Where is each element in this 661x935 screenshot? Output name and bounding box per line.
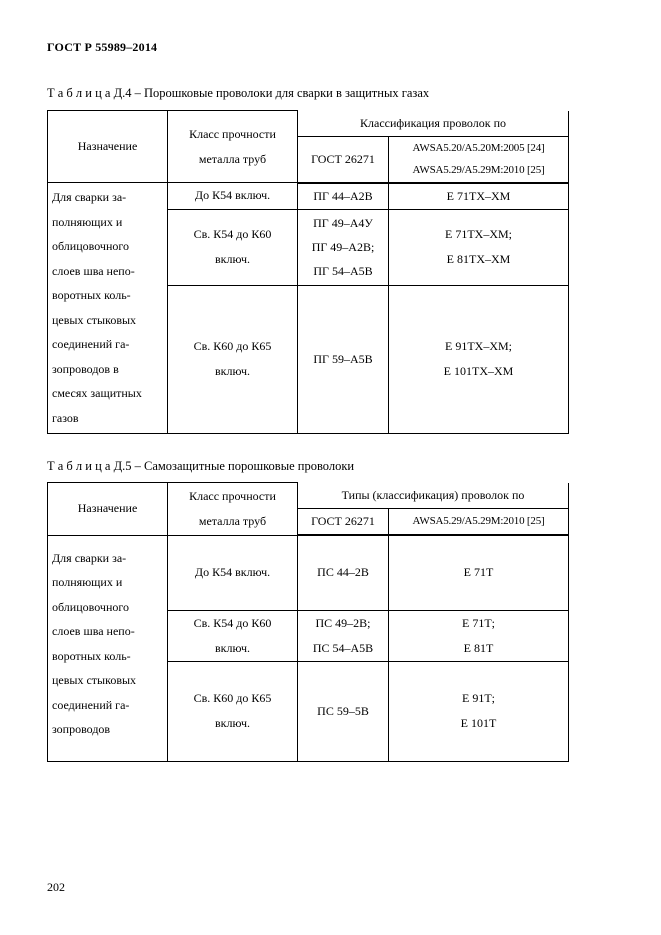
table4-header-classification: Классификация проволок по <box>298 111 569 137</box>
table5-row1-gost: ПС 44–2В <box>298 535 389 610</box>
table5-row3-gost: ПС 59–5В <box>298 661 389 761</box>
table4-header-gost: ГОСТ 26271 <box>298 137 389 183</box>
table4-header-aws: AWSA5.20/A5.20M:2005 [24] AWSA5.29/A5.29M:2010 [25] <box>389 137 569 183</box>
table4-row1-gost: ПГ 44–А2В <box>298 183 389 210</box>
table4-row3-class: Св. К60 до К65 включ. <box>168 285 298 433</box>
table5-row3-aws: Е 91Т; Е 101Т <box>389 661 569 761</box>
table5-caption: Т а б л и ц а Д.5 – Самозащитные порошковые проволоки <box>47 459 355 473</box>
document-header: ГОСТ Р 55989–2014 <box>47 40 158 54</box>
table4 <box>47 110 569 434</box>
table4-caption: Т а б л и ц а Д.4 – Порошковые проволоки для сварки в защитных газах <box>47 86 430 100</box>
table4-row1-class: До К54 включ. <box>168 183 298 210</box>
table4-row2-gost: ПГ 49–А4У ПГ 49–А2В; ПГ 54–А5В <box>298 209 389 285</box>
table4-header-class: Класс прочности металла труб <box>168 111 298 183</box>
table5-row2-class: Св. К54 до К60 включ. <box>168 610 298 661</box>
table4-row2-class: Св. К54 до К60 включ. <box>168 209 298 285</box>
table5-row2-gost: ПС 49–2В; ПС 54–А5В <box>298 610 389 661</box>
table5-row1-class: До К54 включ. <box>168 535 298 610</box>
page-number: 202 <box>47 880 65 894</box>
table5-row3-class: Св. К60 до К65 включ. <box>168 661 298 761</box>
table5 <box>47 482 569 762</box>
table4-row3-gost: ПГ 59–А5В <box>298 285 389 433</box>
table4-header-purpose: Назначение <box>48 111 168 183</box>
table4-row3-aws: Е 91ТХ–ХМ; Е 101ТХ–ХМ <box>389 285 569 433</box>
table5-header-aws: AWSA5.29/A5.29M:2010 [25] <box>389 509 569 536</box>
table5-row2-aws: Е 71Т; Е 81Т <box>389 610 569 661</box>
table4-row2-aws: Е 71ТХ–ХМ; Е 81ТХ–ХМ <box>389 209 569 285</box>
table5-header-purpose: Назначение <box>48 483 168 536</box>
table5-row1-aws: Е 71Т <box>389 535 569 610</box>
table4-purpose-cell: Для сварки за- полняющих и облицовочного слоев шва непо- воротных коль- цевых стыковых соединений га- зопроводов в смесях защитных газов <box>48 183 168 434</box>
table5-header-class: Класс прочности металла труб <box>168 483 298 536</box>
table5-header-types: Типы (классификация) проволок по <box>298 483 569 509</box>
table5-header-gost: ГОСТ 26271 <box>298 509 389 536</box>
table4-row1-aws: Е 71ТХ–ХМ <box>389 183 569 210</box>
table5-purpose-cell: Для сварки за- полняющих и облицовочного слоев шва непо- воротных коль- цевых стыковых соединений га- зопроводов <box>48 535 168 761</box>
